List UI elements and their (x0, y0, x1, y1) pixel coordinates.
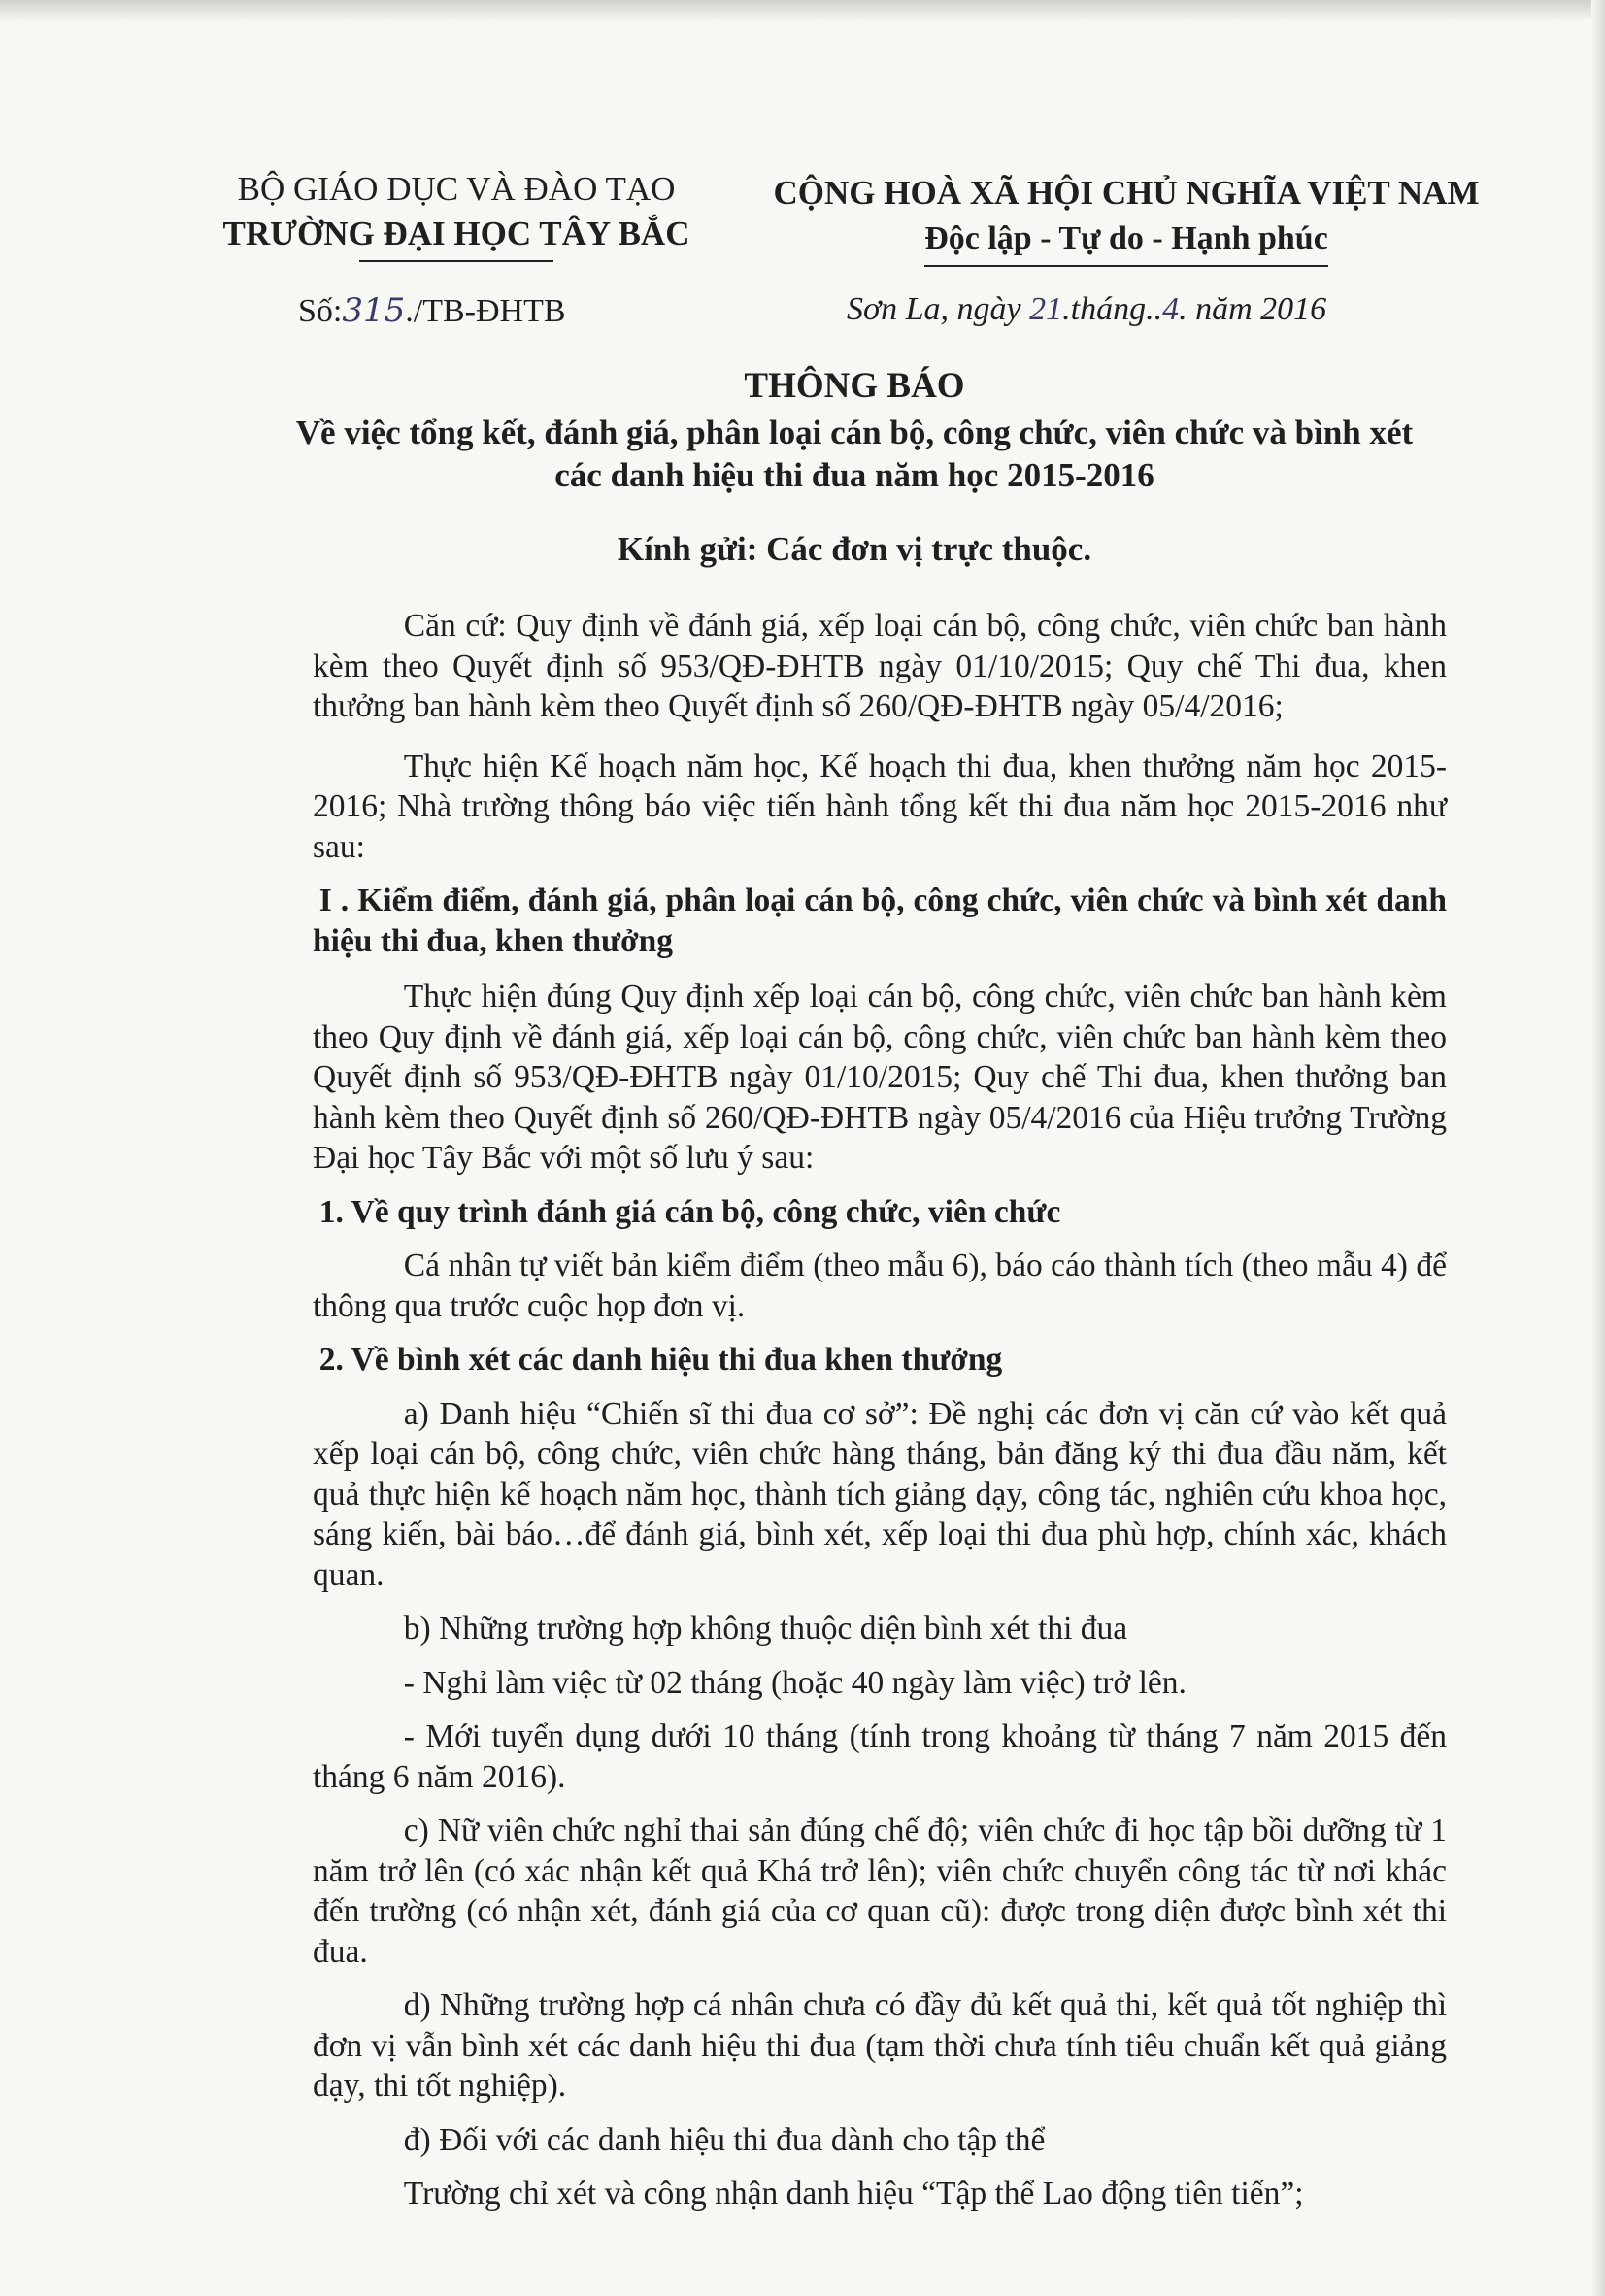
section-1-heading: I . Kiểm điểm, đánh giá, phân loại cán bộ, công chức, viên chức và bình xét danh hiệu thi đua, khen thưởng (313, 882, 1447, 959)
paragraph-leave: - Nghỉ làm việc từ 02 tháng (hoặc 40 ngày làm việc) trở lên. (403, 1664, 1187, 1701)
paragraph-new-hire: - Mới tuyển dụng dưới 10 tháng (tính trong khoảng từ tháng 7 năm 2015 đến tháng 6 năm 2016). (313, 1718, 1447, 1795)
document-number-handwritten: 315 (342, 291, 406, 330)
document-subject-line-2: các danh hiệu thi đua năm học 2015-2016 (554, 456, 1154, 494)
organization-underline (359, 260, 553, 262)
date-month-handwritten: 4 (1162, 291, 1180, 327)
date-year: . năm 2016 (1179, 291, 1327, 327)
national-heading (719, 171, 1534, 267)
document-subject-line-1: Về việc tổng kết, đánh giá, phân loại cán bộ, công chức, viên chức và bình xét (295, 414, 1414, 451)
paragraph-section-1: Thực hiện đúng Quy định xếp loại cán bộ, công chức, viên chức ban hành kèm theo Quy định về đánh giá, xếp loại cán bộ, công chức, viên chức ban hành kèm theo Quyết định số 953/QĐ-ĐHTB ngày 01/10/2015; Quy chế Thi đua, khen thưởng ban hành kèm theo Quyết định số 260/QĐ-ĐHTB ngày 05/4/2016 của Hiệu trưởng Trường Đại học Tây Bắc với một số lưu ý sau: (313, 979, 1447, 1176)
issuing-organization (194, 167, 719, 262)
organization-name: TRƯỜNG ĐẠI HỌC TÂY BẮC (222, 215, 690, 252)
paragraph-collective-title: Trường chỉ xét và công nhận danh hiệu “Tập thể Lao động tiên tiến”; (403, 2176, 1304, 2212)
document-title (291, 365, 1418, 497)
document-number (298, 291, 566, 330)
place-and-date (847, 291, 1326, 328)
paragraph-item-dd: đ) Đối với các danh hiệu thi đua dành cho tập thể (403, 2121, 1046, 2158)
paragraph-item-c: c) Nữ viên chức nghỉ thai sản đúng chế độ; viên chức đi học tập bồi dưỡng từ 1 năm trở lên (có xác nhận kết quả Khá trở lên); viên chức chuyển công tác từ nơi khác đến trường (có nhận xét, đánh giá của cơ quan cũ): được trong diện được bình xét thi đua. (313, 1813, 1447, 1970)
paragraph-item-b: b) Những trường hợp không thuộc diện bình xét thi đua (403, 1611, 1128, 1647)
scan-edge-top (0, 0, 1605, 21)
paragraph-item-a: a) Danh hiệu “Chiến sĩ thi đua cơ sở”: Đề nghị các đơn vị căn cứ vào kết quả xếp loại cán bộ, công chức, viên chức hàng tháng, bản đăng ký thi đua đầu năm, kết quả thực hiện kế hoạch năm học, thành tích giảng dạy, công tác, nghiên cứu khoa học, sáng kiến, bài báo…để đánh giá, bình xét, xếp loại thi đua phù hợp, chính xác, khách quan. (313, 1395, 1447, 1593)
date-month-prefix: .tháng.. (1062, 291, 1163, 327)
document-type: THÔNG BÁO (744, 366, 965, 406)
date-day-handwritten: 21 (1029, 291, 1063, 327)
paragraph-legal-basis: Căn cứ: Quy định về đánh giá, xếp loại cán bộ, công chức, viên chức ban hành kèm theo Quyết định số 953/QĐ-ĐHTB ngày 01/10/2015; Quy chế Thi đua, khen thưởng ban hành kèm theo Quyết định số 260/QĐ-ĐHTB ngày 05/4/2016; (313, 608, 1447, 724)
paragraph-self-assessment: Cá nhân tự viết bản kiểm điểm (theo mẫu 6), báo cáo thành tích (theo mẫu 4) để thông qua trước cuộc họp đơn vị. (313, 1248, 1447, 1324)
national-motto: Độc lập - Tự do - Hạnh phúc (924, 216, 1328, 267)
subsection-1-heading: 1. Về quy trình đánh giá cán bộ, công chức, viên chức (318, 1193, 1061, 1230)
document-number-prefix: Số: (298, 293, 343, 329)
nation-name: CỘNG HOÀ XÃ HỘI CHỦ NGHĨA VIỆT NAM (773, 174, 1480, 212)
parent-organization: BỘ GIÁO DỤC VÀ ĐÀO TẠO (237, 170, 676, 208)
place-label: Sơn La, ngày (847, 291, 1030, 327)
scan-edge-right (1591, 0, 1605, 2296)
document-body (313, 606, 1447, 2228)
paragraph-item-d: d) Những trường hợp cá nhân chưa có đầy đủ kết quả thi, kết quả tốt nghiệp thì đơn vị vẫn bình xét các danh hiệu thi đua (tạm thời chưa tính tiêu chuẩn kết quả giảng dạy, thi tốt nghiệp). (313, 1987, 1447, 2104)
recipient-line: Kính gửi: Các đơn vị trực thuộc. (617, 530, 1092, 568)
subsection-2-heading: 2. Về bình xét các danh hiệu thi đua khen thưởng (318, 1342, 1003, 1378)
document-number-suffix: ./TB-ĐHTB (405, 293, 566, 329)
paragraph-implementation: Thực hiện Kế hoạch năm học, Kế hoạch thi đua, khen thưởng năm học 2015-2016; Nhà trường thông báo việc tiến hành tổng kết thi đua năm học 2015-2016 như sau: (313, 748, 1447, 865)
